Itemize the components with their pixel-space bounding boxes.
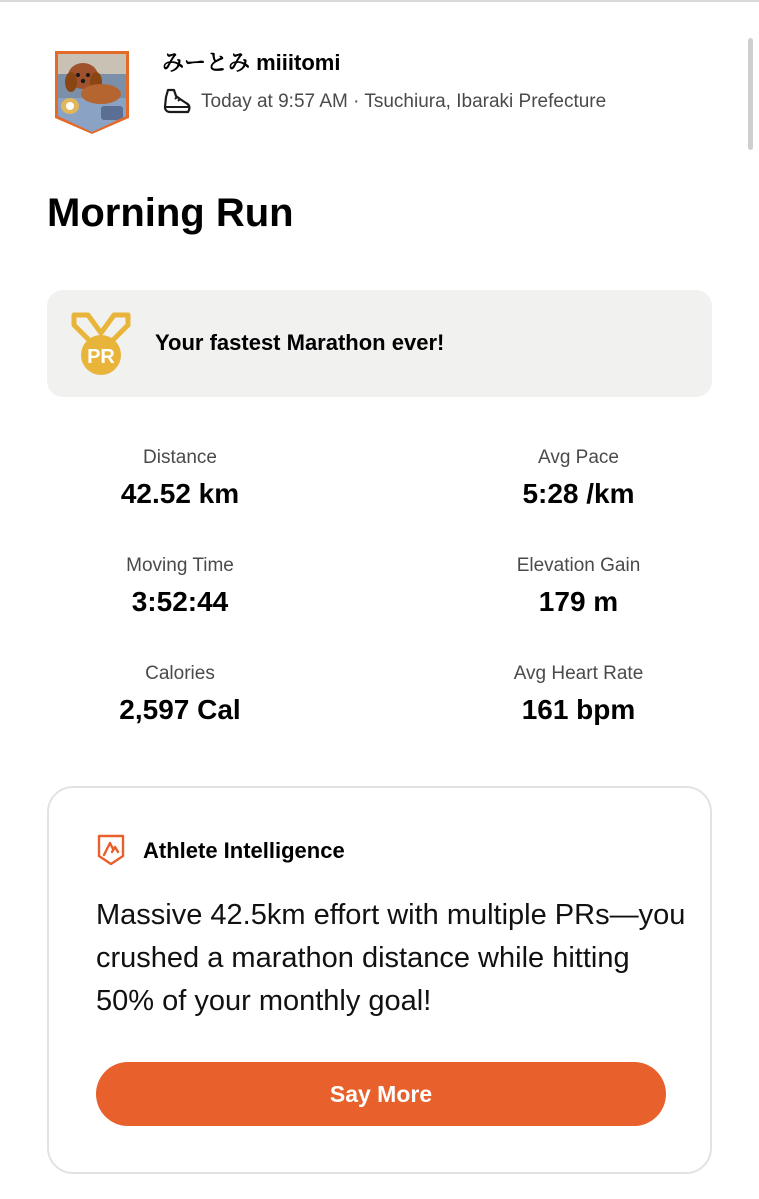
athlete-intelligence-card <box>47 786 712 1174</box>
stat-label: Avg Heart Rate <box>513 663 644 684</box>
activity-time-location: Today at 9:57 AM · Tsuchiura, Ibaraki Prefecture <box>201 91 607 112</box>
activity-meta-row <box>162 87 606 117</box>
stat-value: 42.52 km <box>120 478 240 509</box>
scrollbar-thumb[interactable] <box>748 38 753 150</box>
avatar-dog-photo-icon <box>53 50 131 134</box>
stat-moving-time <box>47 548 379 656</box>
activity-title: Morning Run <box>47 191 294 235</box>
stat-avg-heart-rate <box>379 656 712 764</box>
stat-avg-pace <box>379 440 712 548</box>
stat-label: Moving Time <box>126 555 234 576</box>
stat-value: 3:52:44 <box>131 586 229 617</box>
stat-label: Avg Pace <box>538 447 619 468</box>
athlete-name[interactable]: みーとみ miiitomi <box>162 50 341 75</box>
say-more-button[interactable]: Say More <box>96 1062 666 1126</box>
stat-distance <box>47 440 379 548</box>
stat-value: 161 bpm <box>521 694 636 725</box>
pr-medal-badge-text: PR <box>87 346 115 368</box>
stat-value: 179 m <box>538 586 619 617</box>
athlete-avatar[interactable] <box>53 50 131 134</box>
stat-label: Calories <box>145 663 215 684</box>
stat-value: 5:28 /km <box>522 478 635 509</box>
athlete-intelligence-icon <box>97 834 125 866</box>
athlete-intelligence-summary: Massive 42.5km effort with multiple PRs—you crushed a marathon distance while hitting 50% of your monthly goal! <box>96 899 686 1017</box>
achievement-text: Your fastest Marathon ever! <box>155 330 445 355</box>
stat-elevation-gain <box>379 548 712 656</box>
stat-label: Distance <box>143 447 217 468</box>
stat-value: 2,597 Cal <box>119 694 241 725</box>
pr-medal-icon <box>70 311 132 377</box>
stat-calories <box>47 656 379 764</box>
athlete-intelligence-title: Athlete Intelligence <box>143 838 345 863</box>
running-shoe-icon <box>162 88 192 116</box>
activity-stats <box>47 440 712 764</box>
stat-label: Elevation Gain <box>516 555 641 576</box>
top-divider <box>0 0 759 2</box>
achievement-banner[interactable] <box>47 290 712 397</box>
